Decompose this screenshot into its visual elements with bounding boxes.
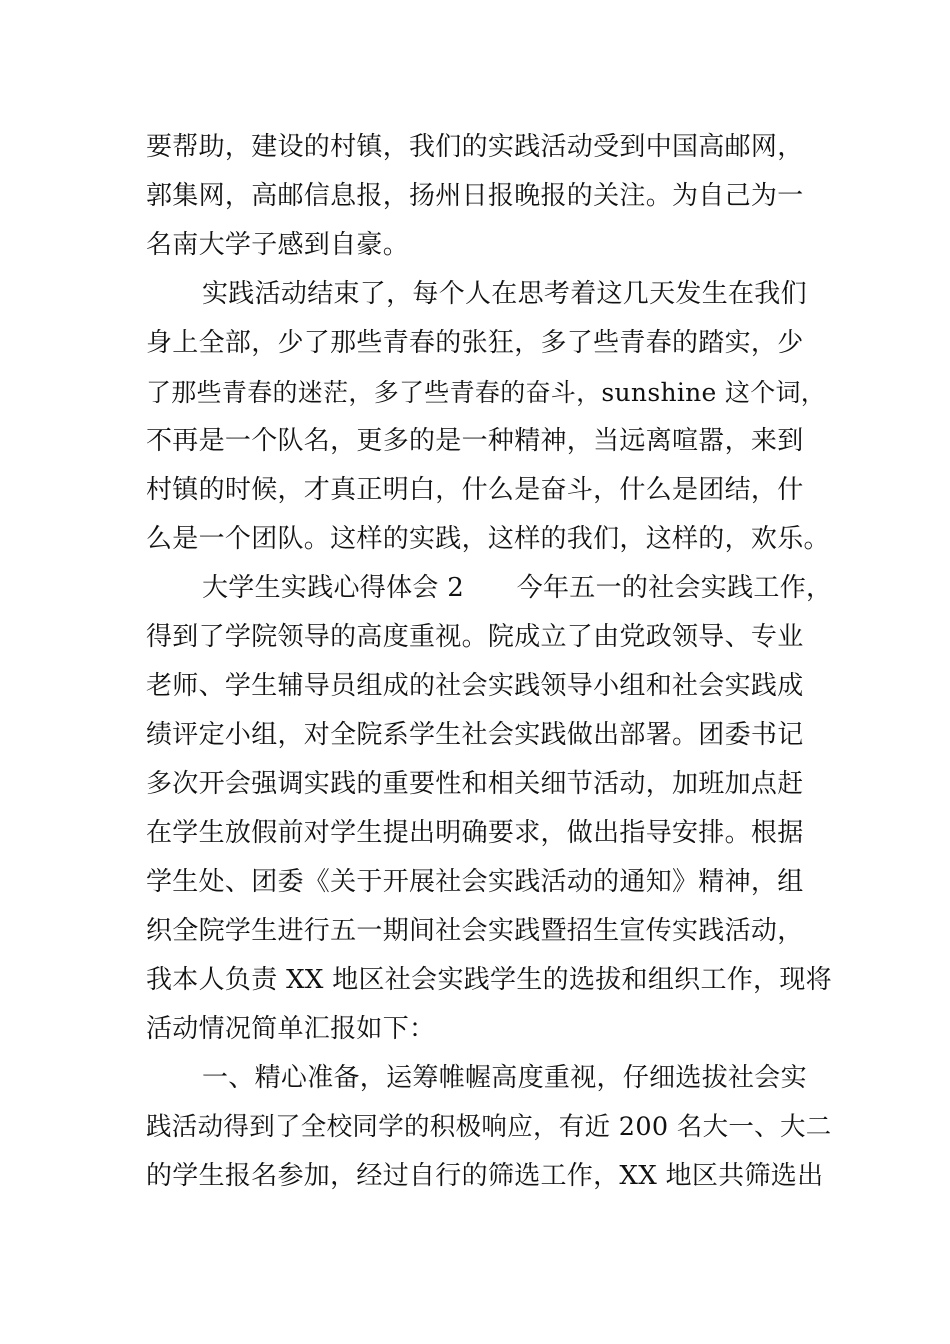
document-body (146, 123, 833, 1201)
text-line: 得到了学院领导的高度重视。院成立了由党政领导、专业 (146, 622, 804, 652)
text-line: 村镇的时候，才真正明白，什么是奋斗，什么是团结，什 (146, 475, 804, 505)
text-line: 么是一个团队。这样的实践，这样的我们，这样的，欢乐。 (146, 524, 830, 554)
text-line: 不再是一个队名，更多的是一种精神，当远离喧嚣，来到 (146, 426, 804, 456)
text-line: 学生处、团委《关于开展社会实践活动的通知》精神，组 (146, 867, 804, 897)
text-line: 织全院学生进行五一期间社会实践暨招生宣传实践活动， (146, 916, 804, 946)
text-line: 的学生报名参加，经过自行的筛选工作，XX 地区共筛选出 (146, 1161, 824, 1191)
text-line: 老师、学生辅导员组成的社会实践领导小组和社会实践成 (146, 671, 804, 701)
text-line: 名南大学子感到自豪。 (146, 230, 410, 260)
text-line: 活动情况简单汇报如下： (146, 1014, 436, 1044)
text-line: 我本人负责 XX 地区社会实践学生的选拔和组织工作，现将 (146, 965, 832, 995)
paragraph-start-line: 实践活动结束了，每个人在思考着这几天发生在我们 (202, 279, 807, 309)
section-heading-line: 大学生实践心得体会 2 今年五一的社会实践工作， (202, 573, 833, 603)
text-line: 践活动得到了全校同学的积极响应，有近 200 名大一、大二 (146, 1112, 832, 1142)
text-line: 要帮助，建设的村镇，我们的实践活动受到中国高邮网， (146, 132, 804, 162)
text-line: 在学生放假前对学生提出明确要求，做出指导安排。根据 (146, 818, 804, 848)
text-line: 绩评定小组，对全院系学生社会实践做出部署。团委书记 (146, 720, 804, 750)
text-line: 多次开会强调实践的重要性和相关细节活动，加班加点赶 (146, 769, 804, 799)
paragraph-start-line: 一、精心准备，运筹帷幄高度重视，仔细选拔社会实 (202, 1063, 807, 1093)
text-line: 身上全部，少了那些青春的张狂，多了些青春的踏实，少 (146, 328, 804, 358)
text-line: 了那些青春的迷茫，多了些青春的奋斗，sunshine 这个词， (146, 378, 827, 407)
text-line: 郭集网，高邮信息报，扬州日报晚报的关注。为自己为一 (146, 181, 804, 211)
